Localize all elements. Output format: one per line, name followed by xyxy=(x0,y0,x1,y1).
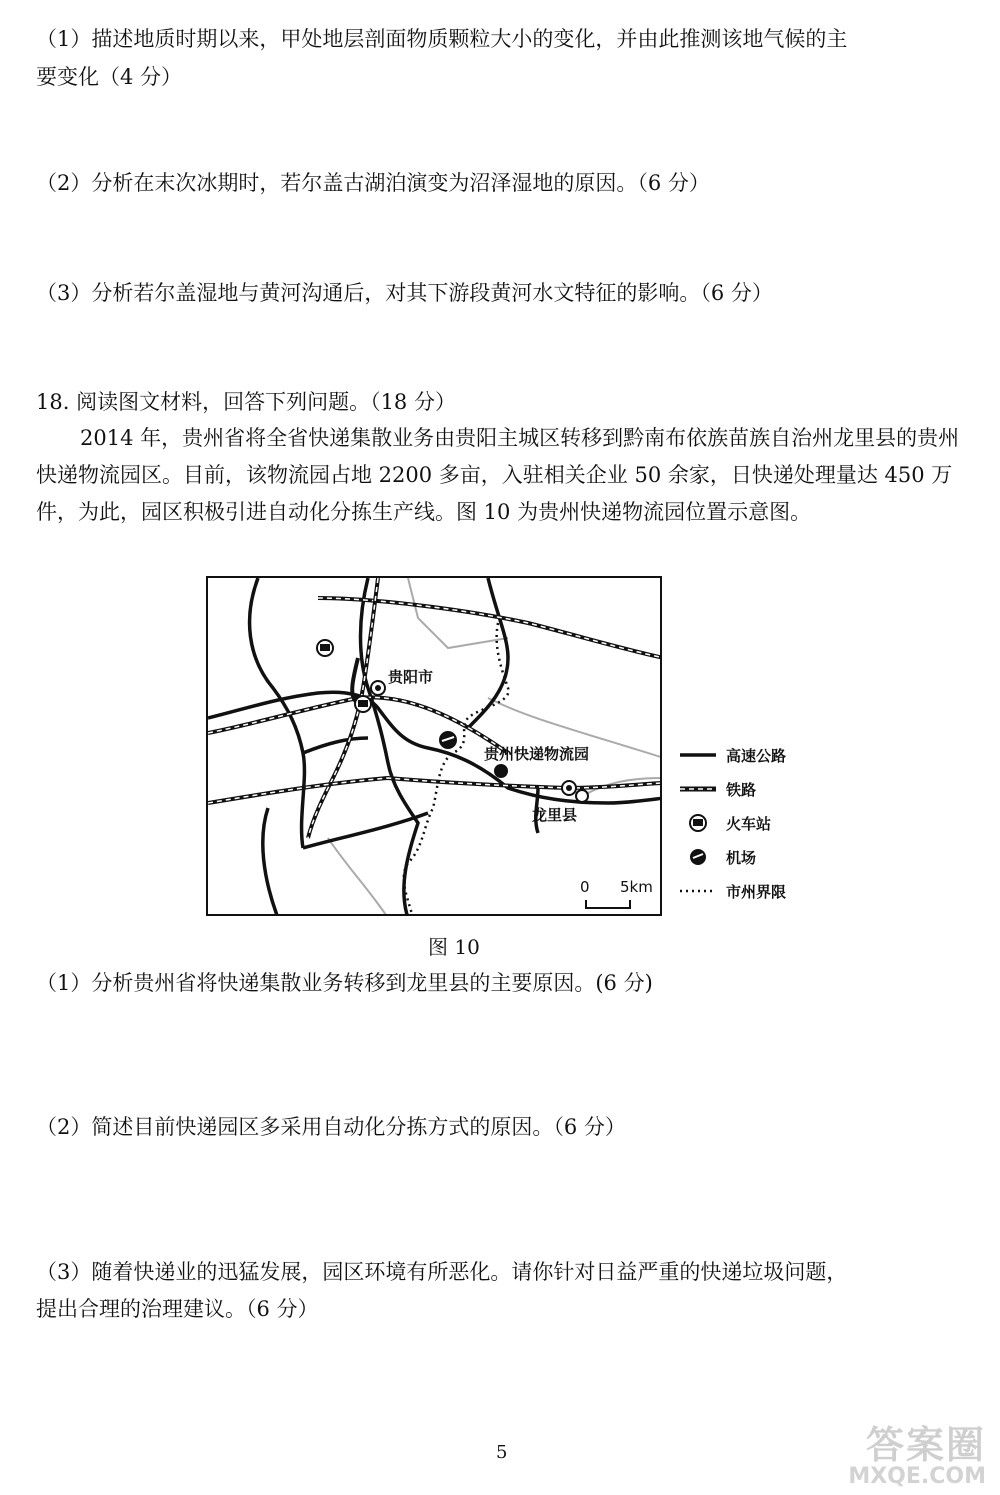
train-station-icon xyxy=(562,781,576,795)
q17-sub3: （3）分析若尔盖湿地与黄河沟通后，对其下游段黄河水文特征的影响。（6 分） xyxy=(36,281,773,305)
figure-10-map xyxy=(206,576,662,916)
legend-label-airport: 机场 xyxy=(726,849,757,867)
q18-sub3-line1: （3）随着快递业的迅猛发展，园区环境有所恶化。请你针对日益严重的快递垃圾问题， xyxy=(36,1260,848,1284)
label-scale-zero: 0 xyxy=(580,878,590,896)
train-station-icon xyxy=(317,640,333,656)
figure-caption: 图 10 xyxy=(428,935,480,959)
label-logistics-park: 贵州快递物流园 xyxy=(484,745,590,763)
map-drawing xyxy=(208,578,662,916)
watermark-logo: 答案圈 xyxy=(865,1423,986,1467)
train-station-icon xyxy=(690,815,706,831)
legend-label-train-station: 火车站 xyxy=(726,815,772,833)
map-legend-symbols xyxy=(676,740,722,900)
q18-header: 18. 阅读图文材料，回答下列问题。（18 分） xyxy=(36,390,456,414)
q18-sub2: （2）简述目前快递园区多采用自动化分拣方式的原因。（6 分） xyxy=(36,1115,626,1139)
guiyang-city-marker xyxy=(371,681,385,695)
legend-label-expressway: 高速公路 xyxy=(726,747,787,765)
page-number: 5 xyxy=(496,1442,508,1463)
label-guiyang: 贵阳市 xyxy=(388,668,434,686)
legend-label-boundary: 市州界限 xyxy=(726,883,787,901)
airport-icon xyxy=(690,849,706,865)
q18-material: 2014 年，贵州省将全省快递集散业务由贵阳主城区转移到黔南布依族苗族自治州龙里县的贵州快递物流园区。目前，该物流园占地 2200 多亩，入驻相关企业 50 余家，日快递处理量达 450 万件，为此，园区积极引进自动化分拣生产线。图 10 为贵州快递物流园位置示意图。 xyxy=(36,426,960,524)
q18-sub3-line2: 提出合理的治理建议。（6 分） xyxy=(36,1297,319,1321)
q18-sub1: （1）分析贵州省将快递集散业务转移到龙里县的主要原因。(6 分) xyxy=(36,971,653,995)
logistics-park-marker xyxy=(494,764,508,778)
label-scale-km: 5km xyxy=(620,878,653,896)
q17-sub1-line1: （1）描述地质时期以来，甲处地层剖面物质颗粒大小的变化，并由此推测该地气候的主 xyxy=(36,27,848,51)
label-longli: 龙里县 xyxy=(532,806,578,824)
q17-sub1-line2: 要变化（4 分） xyxy=(36,65,183,89)
airport-icon xyxy=(439,731,457,749)
legend-label-railway: 铁路 xyxy=(726,781,757,799)
train-station-icon xyxy=(355,696,371,712)
watermark-url: MXQE.COM xyxy=(848,1464,986,1489)
watermark xyxy=(848,1425,986,1489)
q17-sub2: （2）分析在末次冰期时，若尔盖古湖泊演变为沼泽湿地的原因。（6 分） xyxy=(36,171,710,195)
scale-bar xyxy=(586,900,630,908)
longli-county-marker xyxy=(576,790,588,802)
